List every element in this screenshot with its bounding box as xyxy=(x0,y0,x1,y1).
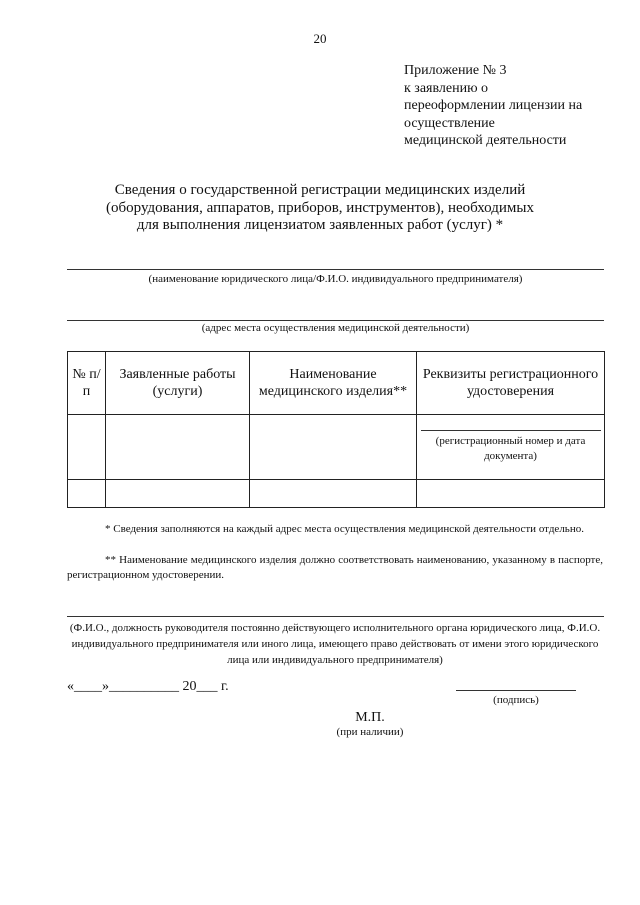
signature-line[interactable] xyxy=(456,690,576,691)
appendix-line: переоформлении лицензии на xyxy=(404,98,583,113)
title-line: (оборудования, аппаратов, приборов, инструментов), необходимых xyxy=(106,199,534,216)
signature-caption: (подпись) xyxy=(493,694,539,706)
cell-works[interactable] xyxy=(106,415,250,480)
cert-fill-line xyxy=(421,430,601,431)
stamp-note: (при наличии) xyxy=(336,726,404,738)
appendix-line: к заявлению о xyxy=(404,80,489,96)
signatory-line[interactable] xyxy=(67,616,604,617)
table-row xyxy=(68,415,605,480)
cell-num[interactable] xyxy=(68,480,106,508)
footnote-1: * Сведения заполняются на каждый адрес места осуществления медицинской деятельности отдельно. xyxy=(105,523,584,535)
cert-caption: (регистрационный номер и дата документа) xyxy=(435,435,586,462)
document-title xyxy=(60,182,580,235)
org-name-caption: (наименование юридического лица/Ф.И.О. индивидуального предпринимателя) xyxy=(148,273,523,285)
devices-table xyxy=(67,351,605,508)
address-caption: (адрес места осуществления медицинской деятельности) xyxy=(201,322,470,334)
header-works: Заявленные работы (услуги) xyxy=(106,352,250,415)
address-line[interactable] xyxy=(67,320,604,321)
cell-device[interactable] xyxy=(250,415,417,480)
appendix-line: осуществление xyxy=(404,115,495,131)
table-row xyxy=(68,480,605,508)
signatory-caption: (Ф.И.О., должность руководителя постоянно действующего исполнительного органа юридического лица, Ф.И.О. индивидуального предпринимателя или иного лица, имеющего право действовать от имени этого юридического лица или индивидуального предпринимателя) xyxy=(69,622,601,666)
date-field[interactable]: «____»__________ 20___ г. xyxy=(67,679,229,694)
title-line: Сведения о государственной регистрации медицинских изделий xyxy=(114,182,526,198)
cell-cert[interactable] xyxy=(417,415,605,480)
footnote-2: ** Наименование медицинского изделия должно соответствовать наименованию, указанному в паспорте, регистрационном удостоверении. xyxy=(67,554,603,581)
page-number: 20 xyxy=(313,31,327,46)
cell-num[interactable] xyxy=(68,415,106,480)
appendix-header xyxy=(404,62,624,150)
header-cert: Реквизиты регистрационного удостоверения xyxy=(417,352,605,415)
stamp-label: М.П. xyxy=(355,710,385,725)
title-line: для выполнения лицензиатом заявленных работ (услуг) * xyxy=(136,217,504,233)
cell-device[interactable] xyxy=(250,480,417,508)
appendix-line: Приложение № 3 xyxy=(404,63,507,78)
header-device: Наименование медицинского изделия** xyxy=(250,352,417,415)
cell-works[interactable] xyxy=(106,480,250,508)
header-num: № п/п xyxy=(68,352,106,415)
org-name-line[interactable] xyxy=(67,269,604,270)
appendix-line: медицинской деятельности xyxy=(404,133,567,148)
cell-cert[interactable] xyxy=(417,480,605,508)
table-header-row xyxy=(68,352,605,415)
